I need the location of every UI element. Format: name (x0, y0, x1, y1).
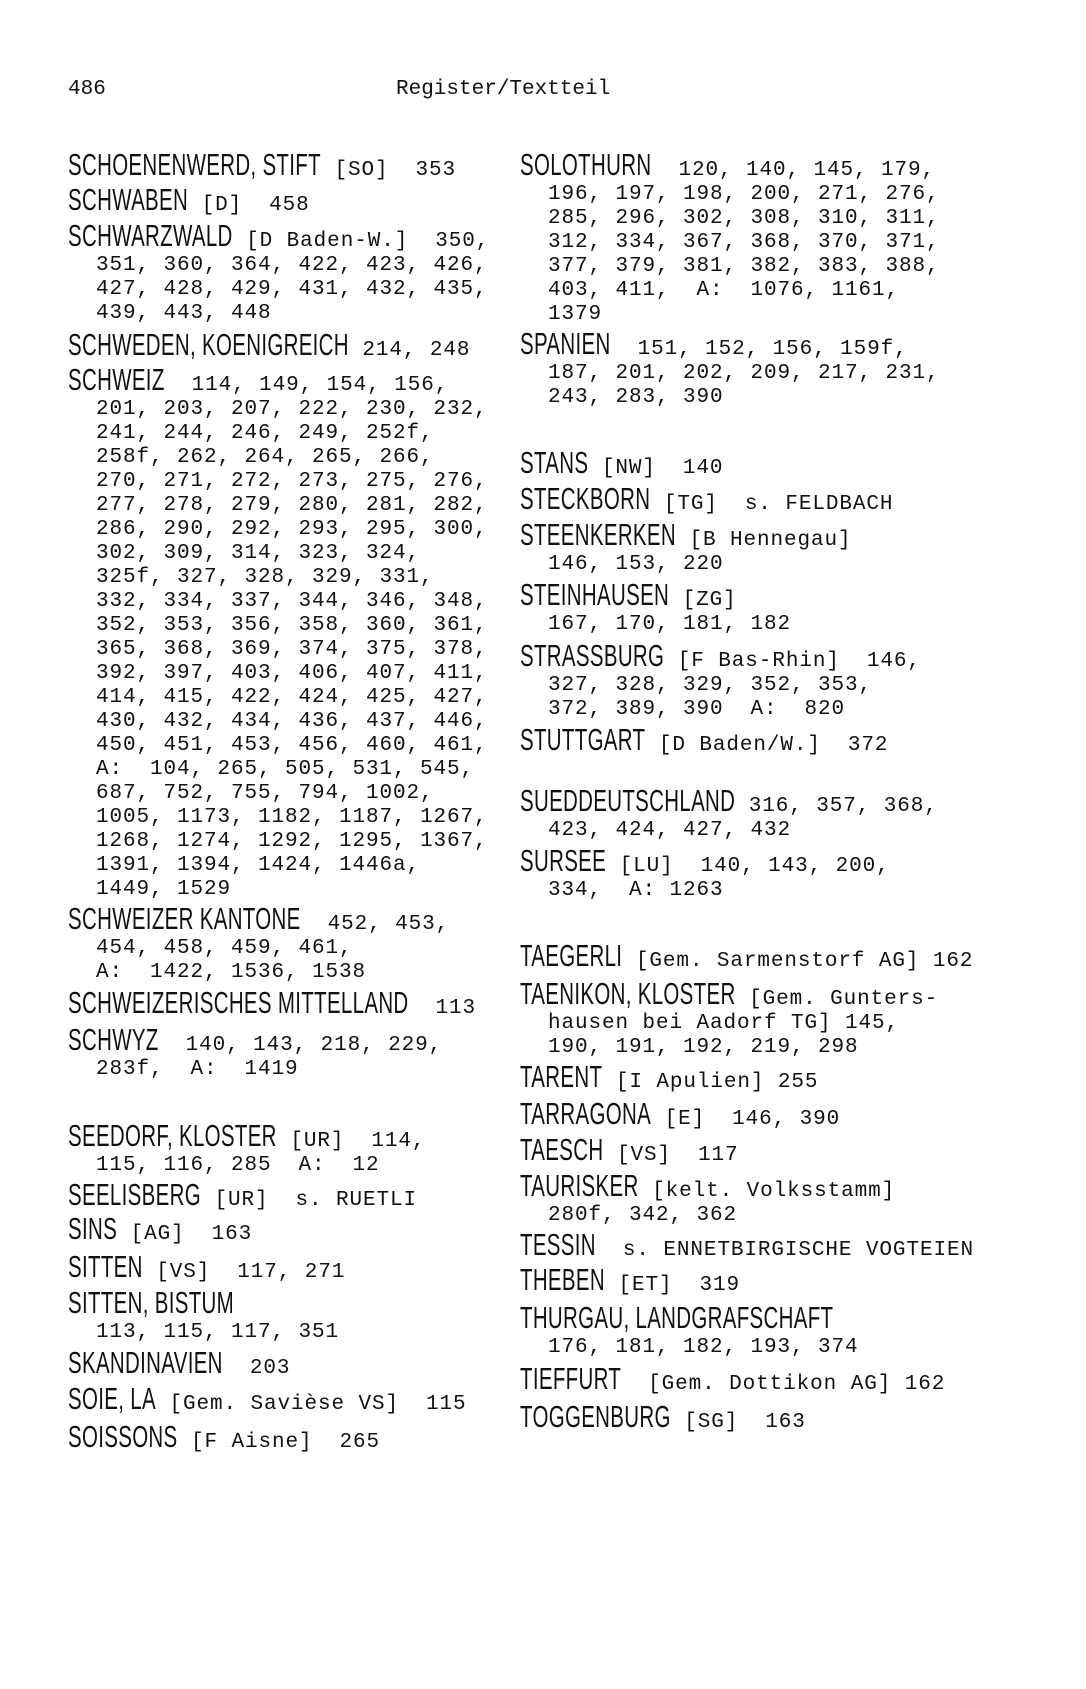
entry-headword: STRASSBURG (520, 638, 665, 673)
entry-headword: STANS (520, 445, 589, 480)
entry-continuation: 403, 411, A: 1076, 1161, (548, 279, 900, 302)
entry-headword: TAESCH (520, 1132, 604, 1167)
entry-continuation: 302, 309, 314, 323, 324, (96, 542, 421, 565)
index-entry (520, 783, 938, 843)
entry-references: 114, 149, 154, 156, (164, 374, 449, 397)
entry-headword: SEELISBERG (68, 1177, 201, 1212)
entry-continuation: 332, 334, 337, 344, 346, 348, (96, 590, 488, 613)
entry-references: 316, 357, 368, (735, 795, 938, 818)
index-entry (520, 1132, 739, 1168)
index-entry (68, 362, 488, 902)
entry-continuation: 372, 389, 390 A: 820 (548, 698, 846, 721)
index-entry (68, 1118, 425, 1178)
entry-headword: THEBEN (520, 1262, 605, 1297)
index-entry (520, 722, 888, 758)
entry-continuation: 243, 283, 390 (548, 386, 724, 409)
entry-references: [Gem. Dottikon AG] 162 (621, 1373, 946, 1396)
index-entry (520, 1300, 859, 1360)
index-entry (68, 901, 449, 985)
entry-references: [Gem. Savièse VS] 115 (155, 1393, 467, 1416)
index-entry (520, 445, 723, 481)
entry-references: [LU] 140, 143, 200, (606, 855, 890, 878)
entry-continuation: 392, 397, 403, 406, 407, 411, (96, 662, 488, 685)
entry-headword: SOISSONS (68, 1419, 178, 1454)
entry-headword: SKANDINAVIEN (68, 1345, 223, 1380)
entry-continuation: 241, 244, 246, 249, 252f, (96, 422, 434, 445)
entry-headword: SPANIEN (520, 326, 611, 361)
index-entry (520, 843, 890, 903)
entry-headword: STUTTGART (520, 722, 646, 757)
entry-references: [AG] 163 (117, 1223, 253, 1246)
index-entry (68, 218, 489, 326)
index-entry (520, 1059, 818, 1095)
entry-references: [F Bas-Rhin] 146, (664, 650, 921, 673)
entry-headword: SEEDORF, KLOSTER (68, 1118, 277, 1153)
entry-continuation: 115, 116, 285 A: 12 (96, 1154, 380, 1177)
entry-continuation: 280f, 342, 362 (548, 1204, 738, 1227)
entry-headword: SITTEN, BISTUM (68, 1285, 235, 1320)
entry-headword: TAENIKON, KLOSTER (520, 976, 736, 1011)
entry-references: [D] 458 (188, 194, 310, 217)
index-entry (520, 1399, 806, 1435)
entry-headword: TARRAGONA (520, 1096, 652, 1131)
entry-references: [SO] 353 (320, 159, 456, 182)
entry-headword: TAURISKER (520, 1168, 639, 1203)
entry-continuation: 1449, 1529 (96, 878, 232, 901)
entry-references: 214, 248 (348, 339, 471, 362)
entry-continuation: hausen bei Aadorf TG] 145, (548, 1012, 900, 1035)
index-entry (520, 1227, 974, 1263)
entry-continuation: 167, 170, 181, 182 (548, 613, 792, 636)
entry-headword: TAEGERLI (520, 938, 623, 973)
entry-headword: TOGGENBURG (520, 1399, 671, 1434)
entry-continuation: 286, 290, 292, 293, 295, 300, (96, 518, 488, 541)
entry-continuation: 327, 328, 329, 352, 353, (548, 674, 873, 697)
entry-headword: SOLOTHURN (520, 147, 652, 182)
entry-references: [D Baden/W.] 372 (645, 734, 889, 757)
entry-continuation: 201, 203, 207, 222, 230, 232, (96, 398, 488, 421)
entry-headword: SUEDDEUTSCHLAND (520, 783, 736, 818)
entry-headword: SCHWARZWALD (68, 218, 233, 253)
entry-references: [Gem. Sarmenstorf AG] 162 (622, 950, 974, 973)
entry-continuation: 1268, 1274, 1292, 1295, 1367, (96, 830, 488, 853)
entry-headword: SCHWABEN (68, 182, 189, 217)
entry-continuation: 687, 752, 755, 794, 1002, (96, 782, 434, 805)
index-entry (68, 182, 310, 218)
entry-continuation: 283f, A: 1419 (96, 1058, 299, 1081)
entry-continuation: 414, 415, 422, 424, 425, 427, (96, 686, 488, 709)
entry-continuation: 1391, 1394, 1424, 1446a, (96, 854, 421, 877)
index-entry (520, 1361, 945, 1397)
entry-references: [ET] 319 (604, 1274, 741, 1297)
entry-headword: TARENT (520, 1059, 603, 1094)
index-entry (68, 1022, 442, 1082)
index-entry (68, 147, 456, 183)
entry-references: 113 (408, 997, 477, 1020)
entry-headword: TESSIN (520, 1227, 596, 1262)
entry-headword: SITTEN (68, 1249, 143, 1284)
index-entry (520, 517, 852, 577)
index-entry (68, 1381, 467, 1417)
index-entry (68, 1419, 380, 1455)
index-entry (520, 1096, 840, 1132)
page-number: 486 (68, 78, 106, 101)
index-entry (520, 481, 893, 517)
entry-continuation: 423, 424, 427, 432 (548, 819, 792, 842)
entry-continuation: 325f, 327, 328, 329, 331, (96, 566, 434, 589)
index-entry (68, 1345, 290, 1381)
entry-references: [ZG] (669, 589, 737, 612)
entry-references: [VS] 117 (603, 1144, 739, 1167)
entry-references: [F Aisne] 265 (177, 1431, 381, 1454)
entry-continuation: 270, 271, 272, 273, 275, 276, (96, 470, 488, 493)
entry-references: [VS] 117, 271 (142, 1261, 346, 1284)
entry-headword: SCHWEIZERISCHES MITTELLAND (68, 985, 409, 1020)
entry-references: 151, 152, 156, 159f, (610, 338, 908, 361)
entry-references: [kelt. Volksstamm] (638, 1180, 896, 1203)
entry-continuation: 312, 334, 367, 368, 370, 371, (548, 231, 940, 254)
entry-references: [Gem. Gunters- (735, 988, 939, 1011)
entry-references: 452, 453, (300, 913, 450, 936)
entry-continuation: A: 1422, 1536, 1538 (96, 961, 367, 984)
entry-references: [E] 146, 390 (651, 1108, 841, 1131)
index-entry (520, 976, 938, 1060)
entry-continuation: 430, 432, 434, 436, 437, 446, (96, 710, 488, 733)
index-entry (68, 1211, 252, 1247)
entry-continuation: 454, 458, 459, 461, (96, 937, 353, 960)
entry-references: [D Baden-W.] 350, (232, 230, 490, 253)
index-entry (68, 327, 470, 363)
entry-continuation: 351, 360, 364, 422, 423, 426, (96, 254, 488, 277)
running-title: Register/Textteil (396, 78, 611, 101)
entry-headword: SCHWEDEN, KOENIGREICH (68, 327, 349, 362)
entry-continuation: 146, 153, 220 (548, 553, 724, 576)
entry-continuation: 1005, 1173, 1182, 1187, 1267, (96, 806, 488, 829)
entry-headword: SCHOENENWERD, STIFT (68, 147, 321, 182)
entry-continuation: 1379 (548, 303, 603, 326)
entry-references: 120, 140, 145, 179, (651, 159, 935, 182)
entry-headword: SCHWEIZ (68, 362, 165, 397)
entry-references: [SG] 163 (670, 1411, 806, 1434)
entry-references: [I Apulien] 255 (602, 1071, 819, 1094)
index-entry (68, 985, 476, 1021)
entry-headword: THURGAU, LANDGRAFSCHAFT (520, 1300, 834, 1335)
entry-references: [UR] s. RUETLI (200, 1189, 417, 1212)
entry-continuation: 439, 443, 448 (96, 302, 272, 325)
entry-headword: STEENKERKEN (520, 517, 676, 552)
entry-headword: STECKBORN (520, 481, 651, 516)
index-entry (520, 147, 940, 327)
index-entry (520, 326, 940, 410)
entry-continuation: 277, 278, 279, 280, 281, 282, (96, 494, 488, 517)
entry-headword: SCHWEIZER KANTONE (68, 901, 301, 936)
entry-headword: SINS (68, 1211, 118, 1246)
entry-continuation: A: 104, 265, 505, 531, 545, (96, 758, 475, 781)
entry-headword: SOIE, LA (68, 1381, 156, 1416)
entry-references: 140, 143, 218, 229, (158, 1034, 443, 1057)
entry-continuation: 427, 428, 429, 431, 432, 435, (96, 278, 488, 301)
entry-continuation: 450, 451, 453, 456, 460, 461, (96, 734, 488, 757)
entry-references: [NW] 140 (588, 457, 724, 480)
index-entry (68, 1249, 345, 1285)
entry-references: [B Hennegau] (676, 529, 852, 552)
entry-continuation: 187, 201, 202, 209, 217, 231, (548, 362, 940, 385)
entry-continuation: 285, 296, 302, 308, 310, 311, (548, 207, 940, 230)
entry-continuation: 334, A: 1263 (548, 879, 724, 902)
entry-continuation: 352, 353, 356, 358, 360, 361, (96, 614, 488, 637)
index-entry (520, 638, 921, 722)
index-entry (520, 577, 791, 637)
entry-headword: SCHWYZ (68, 1022, 159, 1057)
entry-references: [TG] s. FELDBACH (650, 493, 894, 516)
index-entry (520, 1168, 895, 1228)
index-entry (520, 938, 973, 974)
entry-continuation: 196, 197, 198, 200, 271, 276, (548, 183, 940, 206)
entry-continuation: 190, 191, 192, 219, 298 (548, 1036, 859, 1059)
entry-continuation: 258f, 262, 264, 265, 266, (96, 446, 434, 469)
entry-continuation: 176, 181, 182, 193, 374 (548, 1336, 859, 1359)
entry-references: s. ENNETBIRGISCHE VOGTEIEN (595, 1239, 974, 1262)
entry-continuation: 113, 115, 117, 351 (96, 1321, 340, 1344)
entry-headword: STEINHAUSEN (520, 577, 670, 612)
entry-continuation: 365, 368, 369, 374, 375, 378, (96, 638, 488, 661)
entry-references: [UR] 114, (276, 1130, 426, 1153)
entry-references: 203 (222, 1357, 291, 1380)
index-entry (68, 1285, 339, 1345)
index-entry (520, 1262, 740, 1298)
index-entry (68, 1177, 417, 1213)
entry-headword: SURSEE (520, 843, 607, 878)
entry-headword: TIEFFURT (520, 1361, 622, 1396)
entry-continuation: 377, 379, 381, 382, 383, 388, (548, 255, 940, 278)
